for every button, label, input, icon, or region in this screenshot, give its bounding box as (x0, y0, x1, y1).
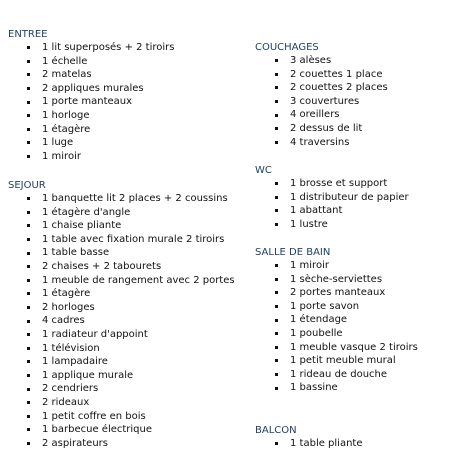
list-item (255, 381, 450, 395)
list-item (255, 313, 450, 327)
item-label: 4 oreillers (290, 109, 340, 121)
bullet-icon (27, 60, 30, 63)
item-label: 1 radiateur d'appoint (42, 328, 148, 340)
list-item (0, 260, 240, 274)
list-item (0, 246, 240, 260)
item-label: 1 étagère d'angle (42, 206, 131, 218)
list-item (0, 150, 240, 164)
bullet-icon (275, 196, 278, 199)
list-item (255, 177, 450, 191)
list-item (0, 136, 240, 150)
section-heading: ENTREE (8, 29, 48, 40)
list-item (255, 218, 450, 232)
item-label: 1 petit coffre en bois (42, 410, 146, 422)
item-label: 1 sèche-serviettes (290, 273, 383, 285)
section-heading: BALCON (255, 425, 297, 436)
bullet-icon (27, 374, 30, 377)
list-item (255, 68, 450, 82)
item-label: 1 lustre (290, 218, 328, 230)
list-item (0, 123, 240, 137)
bullet-icon (27, 197, 30, 200)
item-label: 1 rideau de douche (290, 368, 388, 380)
list-item (0, 206, 240, 220)
item-label: 1 brosse et support (290, 178, 388, 189)
bullet-icon (275, 332, 278, 335)
item-list (255, 177, 450, 231)
bullet-icon (275, 223, 278, 226)
bullet-icon (27, 279, 30, 282)
list-item (255, 108, 450, 122)
bullet-icon (27, 101, 30, 104)
item-list (255, 259, 450, 395)
bullet-icon (27, 155, 30, 158)
bullet-icon (27, 224, 30, 227)
bullet-icon (275, 59, 278, 62)
item-label: 2 cendriers (42, 383, 99, 395)
list-item (255, 437, 450, 451)
bullet-icon (27, 73, 30, 76)
bullet-icon (27, 265, 30, 268)
list-item (0, 41, 240, 55)
bullet-icon (27, 415, 30, 418)
list-item (0, 314, 240, 328)
item-label: 3 couvertures (290, 95, 360, 107)
item-label: 1 chaise pliante (42, 220, 122, 232)
list-item (255, 368, 450, 382)
item-label: 1 distributeur de papier (290, 191, 409, 203)
bullet-icon (27, 320, 30, 323)
item-label: 1 petit meuble mural (290, 355, 396, 367)
bullet-icon (275, 127, 278, 130)
item-label: 2 appliques murales (42, 82, 144, 94)
bullet-icon (27, 347, 30, 350)
list-item (0, 233, 240, 247)
item-label: 1 banquette lit 2 places + 2 coussins (42, 193, 228, 204)
bullet-icon (27, 360, 30, 363)
item-label: 1 applique murale (42, 369, 134, 381)
item-label: 2 dessus de lit (290, 122, 363, 134)
bullet-icon (27, 114, 30, 117)
item-label: 1 abattant (290, 205, 343, 217)
list-item (0, 410, 240, 424)
bullet-icon (27, 401, 30, 404)
bullet-icon (27, 87, 30, 90)
bullet-icon (275, 278, 278, 281)
item-label: 1 luge (42, 137, 74, 149)
bullet-icon (275, 100, 278, 103)
list-item (0, 396, 240, 410)
list-item (0, 68, 240, 82)
list-item (0, 274, 240, 288)
list-item (0, 423, 240, 437)
list-item (0, 382, 240, 396)
list-item (255, 327, 450, 341)
item-label: 1 lampadaire (42, 356, 108, 368)
bullet-icon (275, 442, 278, 445)
bullet-icon (275, 387, 278, 390)
item-label: 2 couettes 1 place (290, 68, 383, 80)
bullet-icon (275, 373, 278, 376)
section-heading: WC (255, 165, 272, 176)
bullet-icon (27, 211, 30, 214)
section-heading: SEJOUR (8, 180, 46, 191)
item-label: 1 porte manteaux (42, 96, 133, 108)
item-label: 1 table basse (42, 247, 110, 259)
bullet-icon (275, 264, 278, 267)
list-item (0, 109, 240, 123)
list-item (255, 286, 450, 300)
bullet-icon (275, 182, 278, 185)
item-label: 2 rideaux (42, 396, 90, 408)
bullet-icon (275, 319, 278, 322)
list-item (255, 354, 450, 368)
item-label: 1 étendage (290, 314, 348, 326)
bullet-icon (27, 46, 30, 49)
bullet-icon (275, 346, 278, 349)
bullet-icon (27, 333, 30, 336)
bullet-icon (275, 73, 278, 76)
item-list (255, 54, 450, 149)
item-label: 1 horloge (42, 109, 90, 121)
item-label: 4 traversins (290, 136, 350, 148)
item-label: 1 étagère (42, 123, 91, 135)
list-item (255, 95, 450, 109)
bullet-icon (275, 359, 278, 362)
item-label: 1 échelle (42, 55, 88, 67)
item-label: 2 horloges (42, 301, 95, 313)
bullet-icon (27, 442, 30, 445)
bullet-icon (275, 291, 278, 294)
section-heading: COUCHAGES (255, 42, 319, 53)
item-label: 1 porte savon (290, 300, 360, 312)
item-label: 1 meuble vasque 2 tiroirs (290, 341, 418, 353)
bullet-icon (27, 128, 30, 131)
item-label: 2 aspirateurs (42, 437, 108, 449)
bullet-icon (27, 252, 30, 255)
list-item (255, 204, 450, 218)
item-label: 1 télévision (42, 342, 100, 354)
item-label: 1 table pliante (290, 438, 363, 449)
list-item (0, 287, 240, 301)
list-item (0, 55, 240, 69)
item-label: 2 portes manteaux (290, 287, 386, 299)
item-label: 3 alèses (290, 55, 332, 66)
list-item (255, 273, 450, 287)
item-label: 1 poubelle (290, 327, 343, 339)
item-label: 1 étagère (42, 288, 91, 300)
bullet-icon (275, 209, 278, 212)
list-item (0, 301, 240, 315)
list-item (255, 81, 450, 95)
item-label: 4 cadres (42, 315, 85, 327)
item-label: 1 bassine (290, 382, 338, 394)
bullet-icon (275, 305, 278, 308)
list-item (0, 219, 240, 233)
item-label: 1 meuble de rangement avec 2 portes (42, 274, 235, 286)
list-item (255, 191, 450, 205)
list-item (255, 259, 450, 273)
list-item (255, 122, 450, 136)
item-label: 1 table avec fixation murale 2 tiroirs (42, 233, 225, 245)
item-label: 1 barbecue électrique (42, 424, 153, 436)
bullet-icon (275, 114, 278, 117)
bullet-icon (27, 141, 30, 144)
bullet-icon (27, 306, 30, 309)
bullet-icon (27, 388, 30, 391)
item-label: 1 miroir (42, 150, 81, 162)
item-label: 1 miroir (290, 260, 329, 271)
item-label: 2 couettes 2 places (290, 82, 388, 94)
list-item (0, 355, 240, 369)
bullet-icon (27, 238, 30, 241)
list-item (255, 341, 450, 355)
list-item (0, 192, 240, 206)
list-item (0, 95, 240, 109)
bullet-icon (275, 141, 278, 144)
item-list (255, 437, 450, 451)
list-item (255, 136, 450, 150)
list-item (0, 82, 240, 96)
item-label: 2 chaises + 2 tabourets (42, 260, 162, 272)
list-item (0, 369, 240, 383)
bullet-icon (27, 428, 30, 431)
list-item (0, 328, 240, 342)
item-list (0, 41, 240, 163)
list-item (0, 437, 240, 451)
list-item (0, 342, 240, 356)
item-label: 2 matelas (42, 69, 92, 81)
list-item (255, 300, 450, 314)
bullet-icon (27, 292, 30, 295)
list-item (255, 54, 450, 68)
section-heading: SALLE DE BAIN (255, 247, 331, 258)
item-label: 1 lit superposés + 2 tiroirs (42, 42, 175, 53)
item-list (0, 192, 240, 450)
bullet-icon (275, 86, 278, 89)
